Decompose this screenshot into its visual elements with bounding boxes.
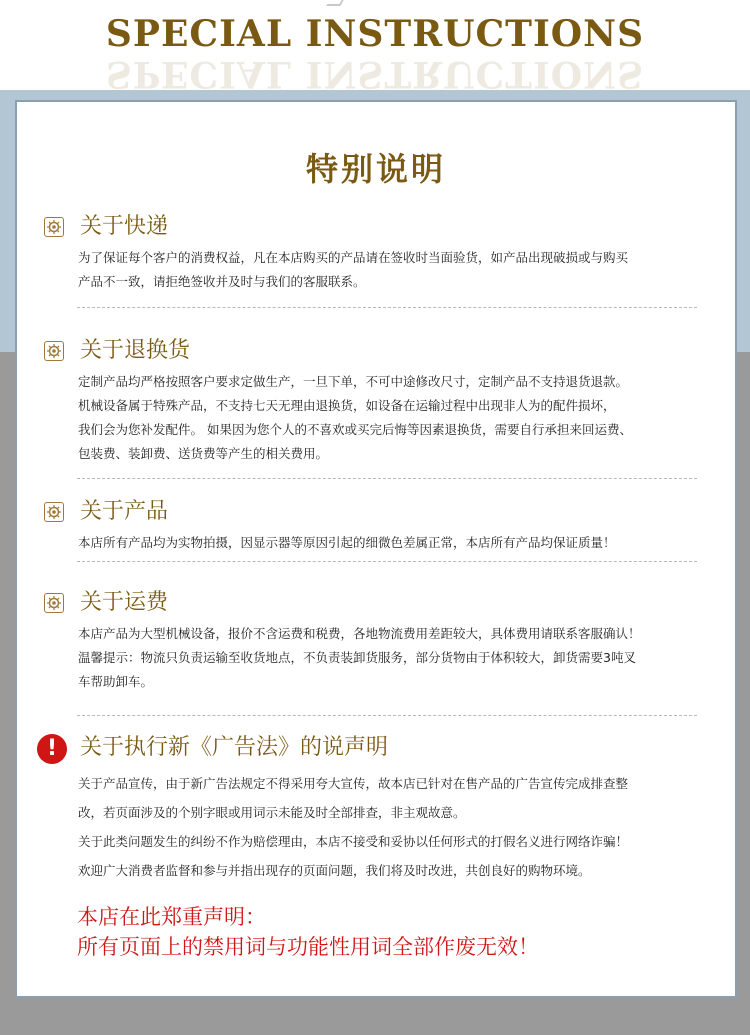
body-line: 改，若页面涉及的个别字眼或用词示未能及时全部排查，非主观故意。 (78, 805, 466, 820)
solemn-notice (77, 902, 717, 962)
settings-icon (44, 341, 64, 361)
section-body (78, 769, 718, 885)
section-title: 关于运费 (80, 590, 169, 615)
section-title: 关于执行新《广告法》的说声明 (80, 735, 389, 760)
section-products (42, 495, 722, 555)
decorative-tick (326, 0, 343, 6)
body-line: 机械设备属于特殊产品，不支持七天无理由退换货，如设备在运输过程中出现非人为的配件损坏， (78, 398, 616, 413)
notice-line: 所有页面上的禁用词与功能性用词全部作废无效！ (77, 935, 539, 959)
section-header (42, 731, 722, 767)
body-line: 关于产品宣传，由于新广告法规定不得采用夸大宣传，故本店已针对在售产品的广告宣传完成排查整 (78, 776, 629, 791)
divider (77, 307, 697, 308)
body-line: 关于此类问题发生的纠纷不作为赔偿理由，本店不接受和妥协以任何形式的打假名义进行网络诈骗！ (78, 834, 629, 849)
divider (77, 478, 697, 479)
settings-icon (44, 502, 64, 522)
section-shipping (42, 586, 722, 694)
section-title: 关于退换货 (80, 338, 191, 363)
body-line: 欢迎广大消费者监督和参与并指出现存的页面问题，我们将及时改进，共创良好的购物环境。 (78, 863, 591, 878)
settings-icon (44, 217, 64, 237)
instructions-panel (15, 100, 737, 998)
body-line: 本店所有产品均为实物拍摄，因显示器等原因引起的细微色差属正常，本店所有产品均保证质量！ (78, 535, 616, 550)
section-header (42, 334, 722, 370)
section-header (42, 210, 722, 246)
section-body (78, 370, 718, 466)
header (0, 0, 750, 95)
settings-icon (44, 593, 64, 613)
body-line: 我们会为您补发配件。 如果因为您个人的不喜欢或买完后悔等因素退换货，需要自行承担来回运费、 (78, 422, 632, 437)
section-returns (42, 334, 722, 466)
section-ad-law (42, 731, 722, 885)
body-line: 包装费、装卸费、送货费等产生的相关费用。 (78, 446, 329, 461)
section-delivery (42, 210, 722, 294)
section-body (78, 622, 718, 694)
section-body (78, 531, 718, 555)
warning-icon: ! (37, 734, 67, 764)
notice-line: 本店在此郑重声明： (77, 905, 266, 929)
section-header (42, 586, 722, 622)
body-line: 车帮助卸车。 (78, 674, 154, 689)
section-body (78, 246, 718, 294)
divider (77, 715, 697, 716)
body-line: 为了保证每个客户的消费权益，凡在本店购买的产品请在签收时当面验货，如产品出现破损或与购买 (78, 250, 629, 265)
divider (77, 561, 697, 562)
section-title: 关于快递 (80, 214, 169, 239)
main-title: 特别说明 (305, 150, 446, 188)
section-header (42, 495, 722, 531)
header-title: SPECIAL INSTRUCTIONS (105, 13, 645, 55)
body-line: 定制产品均严格按照客户要求定做生产，一旦下单，不可中途修改尺寸，定制产品不支持退货退款。 (78, 374, 629, 389)
body-line: 本店产品为大型机械设备，报价不含运费和税费，各地物流费用差距较大，具体费用请联系客服确认！ (78, 626, 641, 641)
body-line: 产品不一致，请拒绝签收并及时与我们的客服联系。 (78, 274, 366, 289)
body-line: 温馨提示：物流只负责运输至收货地点，不负责装卸货服务，部分货物由于体积较大，卸货需要3吨叉 (78, 650, 636, 665)
header-title-reflection: SPECIAL INSTRUCTIONS (105, 53, 645, 95)
section-title: 关于产品 (80, 499, 169, 524)
